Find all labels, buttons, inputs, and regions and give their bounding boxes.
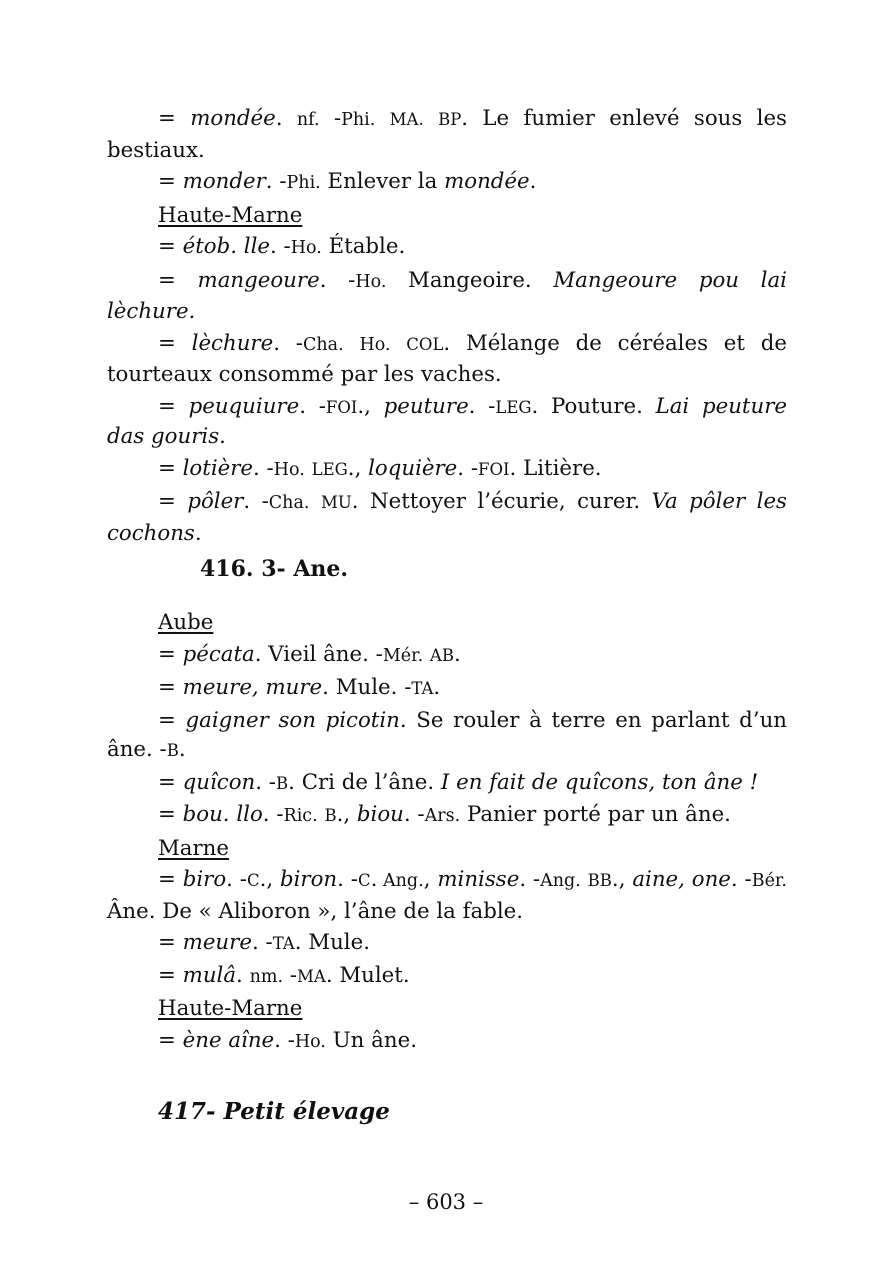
entry-text: =: [158, 106, 191, 131]
dictionary-entry: [107, 706, 787, 766]
section-before: [107, 104, 787, 550]
region-heading: Aube: [158, 610, 214, 635]
entry-text: .: [219, 424, 226, 449]
abbrev: nf.: [296, 110, 320, 130]
headword: bou. llo: [182, 802, 263, 827]
abbrev: Ho.: [359, 334, 391, 355]
headword: mulâ: [182, 962, 237, 988]
entry-text: .,: [336, 802, 357, 827]
region-heading: Marne: [158, 835, 230, 861]
entry-text: .: [529, 169, 537, 194]
headword: mangeoure: [197, 267, 320, 293]
headword: I en fait de quîcons, ton âne !: [440, 769, 759, 795]
entry-text: .: [178, 737, 186, 762]
source-code: B: [276, 773, 289, 793]
entry-text: . -: [403, 802, 425, 827]
entry-text: . -: [253, 455, 274, 481]
headword: biron: [279, 867, 338, 892]
entry-text: . Mule.: [294, 930, 370, 955]
dictionary-entry: [107, 454, 787, 486]
entry-text: . -: [457, 455, 479, 481]
source-code: C: [246, 871, 260, 890]
section-416: [107, 608, 787, 1059]
source-code: COL: [406, 334, 444, 354]
dictionary-entry: [107, 232, 787, 264]
source-code: FOI: [325, 397, 358, 417]
entry-text: . -: [262, 802, 284, 827]
dictionary-entry: [107, 266, 787, 327]
entry-text: =: [158, 1027, 183, 1053]
dictionary-entry: [107, 167, 787, 199]
entry-text: =: [158, 641, 183, 667]
source-code: TA: [272, 934, 295, 953]
entry-text: .: [453, 641, 461, 667]
headword: biou: [356, 802, 404, 827]
abbrev: Mér.: [382, 645, 424, 666]
dictionary-entry: [107, 392, 787, 452]
entry-text: [424, 106, 438, 131]
headword: lotière: [182, 455, 254, 481]
entry-text: Âne. De « Aliboron », l’âne de la fable.: [107, 898, 524, 924]
abbrev: Ars.: [424, 806, 461, 826]
dictionary-entry: [107, 865, 787, 926]
entry-text: -: [319, 106, 342, 131]
entry-text: =: [158, 707, 186, 733]
headword: meure: [182, 930, 252, 955]
entry-text: . -: [251, 930, 273, 955]
entry-text: . -: [226, 867, 247, 892]
abbrev: Ang.: [540, 871, 581, 891]
region-heading: Haute-Marne: [158, 202, 303, 228]
entry-text: =: [158, 769, 183, 795]
heading-417: 417- Petit élevage: [158, 1098, 390, 1125]
headword: Lai peuture das gouris: [107, 393, 787, 449]
entry-text: .,: [611, 867, 633, 892]
entry-text: Étable.: [321, 234, 406, 259]
dictionary-entry: [107, 800, 787, 832]
entry-text: =: [158, 393, 189, 419]
entry-text: .,: [259, 867, 280, 892]
entry-text: .: [194, 520, 202, 546]
entry-text: . -: [274, 1027, 295, 1053]
entry-text: [581, 867, 588, 892]
headword: Mangeoure pou lai lèchure.: [107, 267, 787, 324]
abbrev: Ang.: [377, 871, 424, 891]
entry-text: [309, 489, 320, 514]
entry-text: [391, 331, 407, 356]
headword: aine, one: [632, 867, 731, 892]
abbrev: Bér.: [751, 871, 787, 891]
abbrev: Ho.: [294, 1031, 326, 1052]
entry-text: . Se rouler à terre en parlant d’un âne. -: [107, 707, 788, 762]
entry-text: . -: [730, 867, 752, 892]
headword: peuquiure: [188, 393, 300, 419]
dictionary-entry: [107, 928, 787, 959]
source-code: C: [357, 871, 371, 890]
dictionary-entry: [107, 673, 787, 704]
entry-text: . -: [265, 169, 287, 194]
entry-text: . -: [468, 393, 496, 419]
entry-text: . Le fumier enlevé sous les bestiaux.: [107, 106, 787, 163]
headword: meure, mure: [182, 675, 323, 700]
entry-text: =: [158, 962, 183, 988]
entry-text: =: [158, 802, 183, 827]
entry-text: . Cri de l’âne.: [288, 769, 441, 795]
source-code: MU: [320, 493, 352, 512]
entry-text: .,: [357, 393, 384, 419]
entry-text: . Mule. -: [322, 675, 412, 700]
headword: Va pôler les cochons: [107, 489, 787, 546]
region-heading: Haute-Marne: [158, 996, 303, 1021]
dictionary-entry: [107, 640, 787, 672]
entry-text: . -: [273, 330, 303, 356]
entry-text: Panier porté par un âne.: [460, 802, 731, 827]
headword: loquière: [368, 455, 458, 481]
headword: ène aîne: [182, 1027, 275, 1053]
source-code: BP: [438, 110, 462, 129]
entry-text: . Litière.: [509, 455, 602, 481]
source-code: B: [324, 806, 337, 825]
entry-text: .,: [347, 455, 369, 481]
entry-text: =: [158, 930, 183, 955]
headword: étob. lle: [182, 234, 271, 259]
headword: quîcon: [182, 769, 256, 795]
headword: biro: [182, 867, 227, 892]
headword: pécata: [182, 641, 255, 667]
entry-text: =: [158, 330, 192, 356]
entry-text: [375, 106, 389, 131]
entry-text: [305, 456, 312, 481]
entry-text: . -: [243, 489, 269, 514]
headword: mondée: [190, 106, 276, 131]
entry-text: . -: [270, 234, 291, 259]
abbrev: Ho.: [273, 459, 305, 480]
entry-text: . -: [519, 867, 541, 892]
dictionary-entry: [107, 768, 787, 799]
entry-text: -: [283, 962, 297, 988]
abbrev: Ho.: [290, 238, 322, 258]
page-number: – 603 –: [408, 1190, 484, 1214]
source-code: MA: [297, 966, 326, 986]
entry-text: Un âne.: [325, 1027, 417, 1053]
entry-text: =: [158, 675, 183, 700]
headword: lèchure: [191, 330, 274, 356]
headword: peuture: [383, 393, 469, 419]
heading-416: 416. 3- Ane.: [200, 556, 349, 582]
entry-text: . Vieil âne. -: [254, 641, 383, 667]
entry-text: Enlever la: [320, 169, 445, 194]
entry-text: .: [236, 962, 250, 988]
entry-text: . Mélange de céréales et de tourteaux consommé par les vaches.: [107, 330, 787, 387]
entry-text: . Nettoyer l’écurie, curer.: [351, 489, 652, 514]
entry-text: [423, 642, 430, 667]
source-code: FOI: [478, 459, 510, 479]
entry-text: .: [275, 106, 297, 131]
dictionary-entry: [107, 487, 787, 548]
entry-text: . Pouture.: [531, 393, 656, 419]
source-code: AB: [429, 645, 454, 665]
entry-text: =: [158, 267, 198, 293]
dictionary-entry: [107, 1026, 787, 1058]
dictionary-entry: [107, 961, 787, 993]
source-code: LEG: [495, 397, 532, 417]
entry-text: ,: [423, 867, 438, 892]
headword: monder: [182, 169, 266, 194]
entry-text: =: [158, 234, 183, 259]
entry-text: .: [370, 867, 378, 892]
entry-text: Mangeoire.: [386, 267, 554, 293]
entry-text: [344, 331, 360, 356]
abbrev: Cha.: [268, 493, 310, 513]
source-code: B: [166, 741, 179, 760]
source-code: TA: [411, 679, 434, 698]
headword: mondée: [444, 169, 530, 194]
abbrev: Cha.: [302, 334, 344, 355]
dictionary-entry: [107, 104, 787, 165]
entry-text: . -: [337, 867, 358, 892]
abbrev: Ric.: [283, 806, 318, 826]
dictionary-entry: [107, 329, 787, 390]
headword: gaigner son picotin: [185, 707, 400, 733]
source-code: BB: [587, 871, 612, 890]
entry-text: . Mulet.: [325, 962, 410, 988]
source-code: MA.: [389, 110, 424, 129]
abbrev: Ho.: [355, 271, 387, 292]
headword: minisse: [437, 867, 520, 892]
entry-text: =: [158, 867, 183, 892]
abbrev: nm.: [249, 966, 284, 987]
entry-text: . -: [299, 393, 326, 419]
entry-text: =: [158, 489, 188, 514]
entry-text: =: [158, 455, 183, 481]
abbrev: Phi.: [286, 173, 321, 193]
entry-text: . -: [319, 267, 356, 293]
entry-text: =: [158, 169, 183, 194]
abbrev: Phi.: [341, 110, 376, 130]
headword: pôler: [187, 489, 244, 514]
entry-text: .: [433, 675, 441, 700]
entry-text: . -: [255, 769, 277, 795]
source-code: LEG: [311, 459, 348, 479]
